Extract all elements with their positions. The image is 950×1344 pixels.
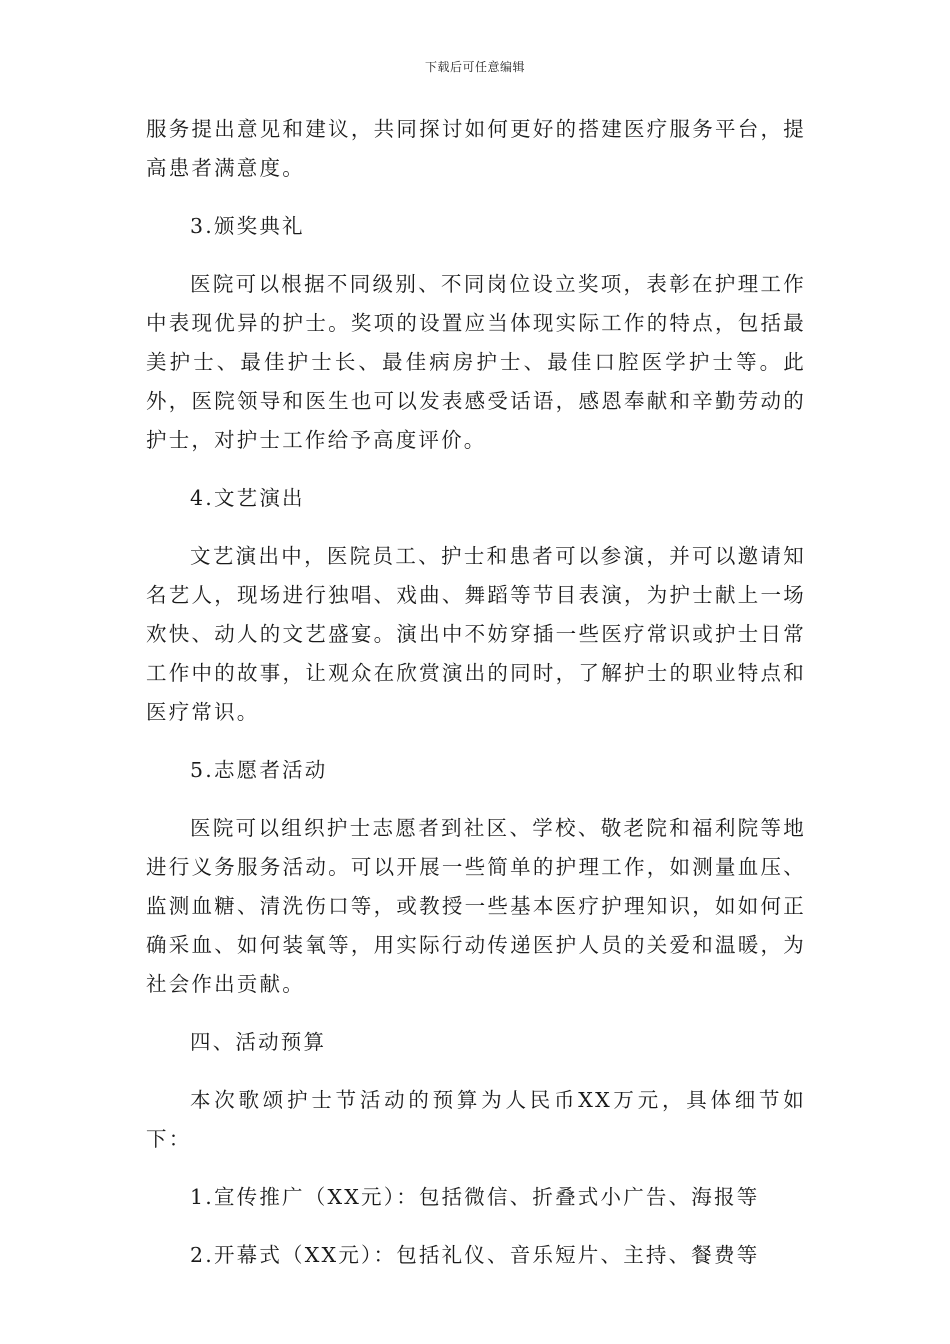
section-heading-performance: 4.文艺演出 bbox=[190, 486, 305, 510]
paragraph-volunteer: 医院可以组织护士志愿者到社区、学校、敬老院和福利院等地进行义务服务活动。可以开展一些简单的护理工作，如测量血压、监测血糖、清洗伤口等，或教授一些基本医疗护理知识，如如何正确采血、如何装氧等，用实际行动传递医护人员的关爱和温暖，为社会作出贡献。 bbox=[146, 816, 806, 996]
paragraph-performance: 文艺演出中，医院员工、护士和患者可以参演，并可以邀请知名艺人，现场进行独唱、戏曲、舞蹈等节目表演，为护士献上一场欢快、动人的文艺盛宴。演出中不妨穿插一些医疗常识或护士日常工作中的故事，让观众在欣赏演出的同时，了解护士的职业特点和医疗常识。 bbox=[146, 544, 806, 724]
header-note: 下载后可任意编辑 bbox=[424, 60, 525, 74]
budget-item-opening: 2.开幕式（XX元）：包括礼仪、音乐短片、主持、餐费等 bbox=[190, 1243, 760, 1267]
paragraph-continued: 服务提出意见和建议，共同探讨如何更好的搭建医疗服务平台，提高患者满意度。 bbox=[146, 117, 806, 180]
paragraph-award-ceremony: 医院可以根据不同级别、不同岗位设立奖项，表彰在护理工作中表现优异的护士。奖项的设置应当体现实际工作的特点，包括最美护士、最佳护士长、最佳病房护士、最佳口腔医学护士等。此外，医院领导和医生也可以发表感受话语，感恩奉献和辛勤劳动的护士，对护士工作给予高度评价。 bbox=[146, 272, 806, 452]
paragraph-budget-intro: 本次歌颂护士节活动的预算为人民币XX万元，具体细节如下： bbox=[146, 1088, 806, 1151]
section-heading-award-ceremony: 3.颁奖典礼 bbox=[190, 214, 305, 238]
section-heading-budget: 四、活动预算 bbox=[190, 1030, 327, 1054]
budget-item-promotion: 1.宣传推广（XX元）：包括微信、折叠式小广告、海报等 bbox=[190, 1185, 760, 1209]
document-body bbox=[146, 110, 806, 1294]
section-heading-volunteer: 5.志愿者活动 bbox=[190, 758, 328, 782]
